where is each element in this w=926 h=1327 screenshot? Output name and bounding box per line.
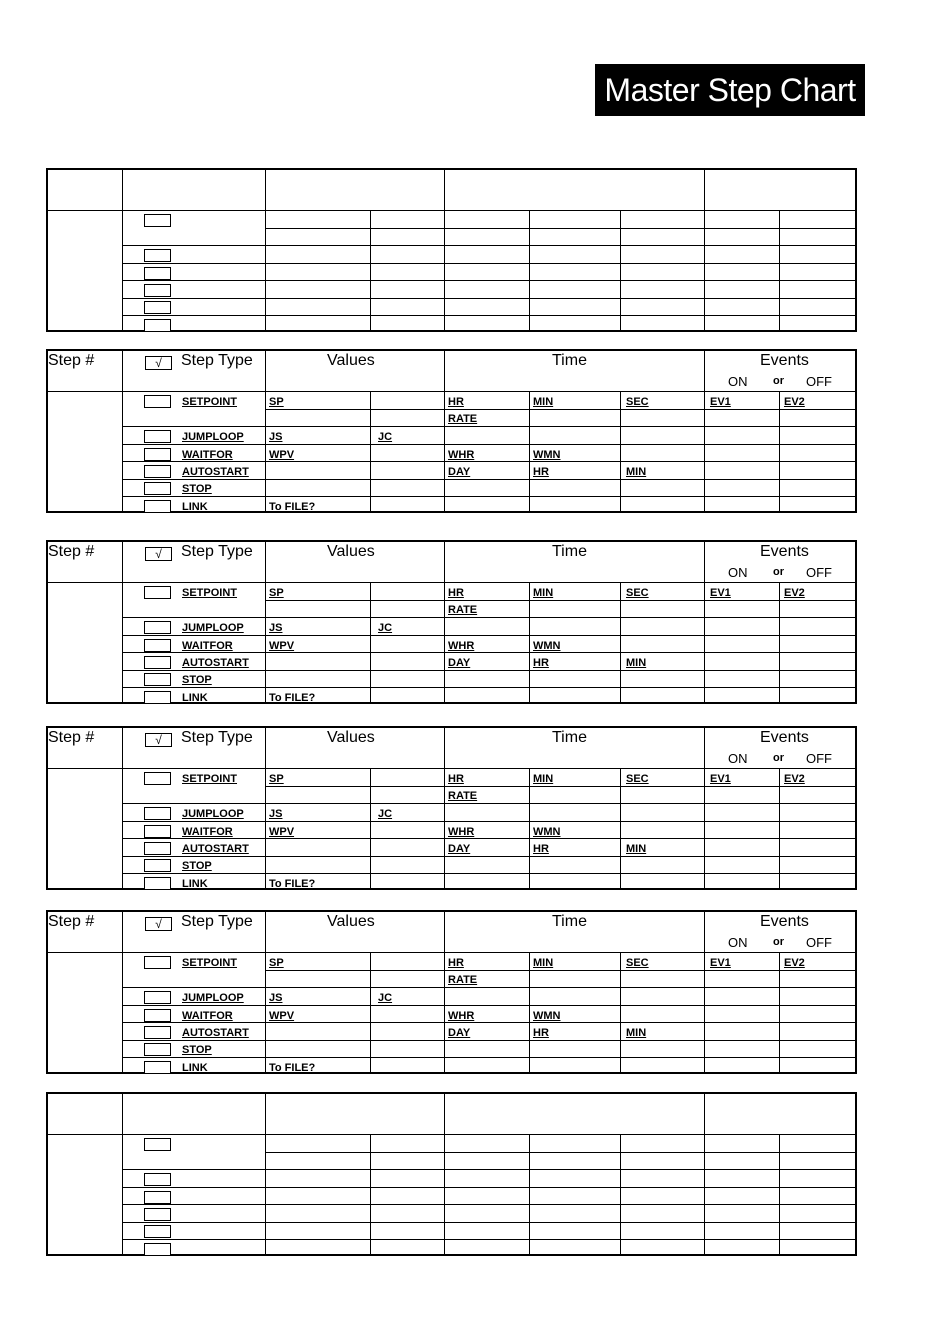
step-checkbox[interactable] (144, 1225, 171, 1238)
sec-label: SEC (626, 957, 649, 969)
row-divider (122, 444, 855, 445)
header-divider (48, 1134, 855, 1135)
min-label: MIN (533, 396, 554, 408)
rate-label: RATE (448, 790, 478, 802)
wmn-label: WMN (533, 826, 561, 838)
jc-label: JC (378, 808, 393, 820)
row-divider (122, 1057, 855, 1058)
events-on-label: ON (728, 565, 748, 580)
step-checkbox[interactable] (144, 1138, 171, 1151)
header-divider (48, 952, 855, 953)
to-file-label: To FILE? (269, 878, 316, 890)
autostart-min-label: MIN (626, 843, 647, 855)
step-type-label-autostart: AUTOSTART (182, 657, 249, 669)
step-type-label-jumploop: JUMPLOOP (182, 431, 244, 443)
step-type-label-setpoint: SETPOINT (182, 396, 238, 408)
time-header: Time (552, 543, 587, 560)
events-on-label: ON (728, 374, 748, 389)
ev1-label: EV1 (710, 587, 731, 599)
jc-label: JC (378, 622, 393, 634)
column-divider (122, 542, 123, 704)
row-divider (122, 856, 855, 857)
min-label: MIN (533, 587, 554, 599)
step-block (46, 1092, 857, 1256)
hr-label: HR (448, 396, 464, 408)
step-checkbox[interactable] (144, 1243, 171, 1256)
step-type-label-link: LINK (182, 501, 208, 513)
header-divider (48, 768, 855, 769)
rate-label: RATE (448, 974, 478, 986)
column-divider (265, 912, 266, 1074)
row-divider (265, 409, 855, 410)
row-divider (122, 617, 855, 618)
events-on-label: ON (728, 935, 748, 950)
autostart-min-label: MIN (626, 1027, 647, 1039)
step-checkbox[interactable] (144, 956, 171, 969)
step-type-label-setpoint: SETPOINT (182, 957, 238, 969)
row-divider (122, 1040, 855, 1041)
step-checkbox[interactable] (144, 1026, 171, 1039)
step-number-header: Step # (48, 543, 95, 560)
row-divider (265, 1152, 855, 1153)
step-block (46, 540, 857, 704)
step-type-label-waitfor: WAITFOR (182, 1010, 233, 1022)
autostart-hr-label: HR (533, 1027, 549, 1039)
column-divider (444, 542, 445, 704)
step-checkbox[interactable] (144, 807, 171, 820)
row-divider (122, 1169, 855, 1170)
step-checkbox[interactable] (144, 639, 171, 652)
sec-label: SEC (626, 396, 649, 408)
row-divider (122, 1005, 855, 1006)
values-header: Values (327, 352, 375, 369)
row-divider (122, 1187, 855, 1188)
page-title: Master Step Chart (595, 64, 865, 116)
step-checkbox[interactable] (144, 319, 171, 332)
row-divider (265, 786, 855, 787)
day-label: DAY (448, 657, 471, 669)
to-file-label: To FILE? (269, 501, 316, 513)
wpv-label: WPV (269, 1010, 295, 1022)
column-divider (704, 351, 705, 513)
day-label: DAY (448, 466, 471, 478)
step-checkbox[interactable] (144, 621, 171, 634)
rate-label: RATE (448, 604, 478, 616)
row-divider (122, 635, 855, 636)
step-block (46, 168, 857, 332)
column-divider (265, 542, 266, 704)
day-label: DAY (448, 1027, 471, 1039)
to-file-label: To FILE? (269, 1062, 316, 1074)
events-off-label: OFF (806, 565, 832, 580)
step-type-label-setpoint: SETPOINT (182, 773, 238, 785)
step-checkbox[interactable] (144, 825, 171, 838)
ev2-label: EV2 (784, 773, 805, 785)
step-checkbox[interactable] (144, 1173, 171, 1186)
step-type-label-jumploop: JUMPLOOP (182, 808, 244, 820)
row-divider (122, 873, 855, 874)
column-divider (122, 170, 123, 332)
step-checkbox[interactable] (144, 586, 171, 599)
row-divider (122, 1204, 855, 1205)
row-divider (122, 803, 855, 804)
column-divider (265, 728, 266, 890)
step-type-label-link: LINK (182, 1062, 208, 1074)
step-type-header: Step Type (181, 352, 253, 369)
header-divider (48, 391, 855, 392)
ev1-label: EV1 (710, 773, 731, 785)
step-block (46, 910, 857, 1074)
step-type-label-link: LINK (182, 692, 208, 704)
step-type-label-stop: STOP (182, 1044, 212, 1056)
step-checkbox[interactable] (144, 877, 171, 890)
whr-label: WHR (448, 826, 475, 838)
header-check-box: √ (145, 356, 172, 370)
header-check-box: √ (145, 917, 172, 931)
step-checkbox[interactable] (144, 249, 171, 262)
step-type-label-stop: STOP (182, 860, 212, 872)
wpv-label: WPV (269, 640, 295, 652)
values-header: Values (327, 729, 375, 746)
autostart-hr-label: HR (533, 466, 549, 478)
row-divider (122, 479, 855, 480)
step-checkbox[interactable] (144, 1191, 171, 1204)
step-checkbox[interactable] (144, 465, 171, 478)
step-block (46, 349, 857, 513)
min-label: MIN (533, 773, 554, 785)
wmn-label: WMN (533, 1010, 561, 1022)
wmn-label: WMN (533, 640, 561, 652)
events-or-label: or (773, 752, 784, 764)
js-label: JS (269, 808, 283, 820)
jc-label: JC (378, 992, 393, 1004)
step-type-label-link: LINK (182, 878, 208, 890)
step-checkbox[interactable] (144, 395, 171, 408)
sp-label: SP (269, 587, 284, 599)
column-divider (122, 728, 123, 890)
row-divider (122, 1239, 855, 1240)
events-header: Events (760, 913, 809, 930)
step-type-label-jumploop: JUMPLOOP (182, 622, 244, 634)
step-type-label-setpoint: SETPOINT (182, 587, 238, 599)
step-checkbox[interactable] (144, 1009, 171, 1022)
row-divider (122, 426, 855, 427)
column-divider (122, 351, 123, 513)
step-checkbox[interactable] (144, 500, 171, 513)
events-or-label: or (773, 936, 784, 948)
step-checkbox[interactable] (144, 1061, 171, 1074)
column-divider (265, 170, 266, 332)
column-divider (265, 1094, 266, 1256)
autostart-hr-label: HR (533, 843, 549, 855)
step-checkbox[interactable] (144, 482, 171, 495)
step-checkbox[interactable] (144, 656, 171, 669)
row-divider (122, 280, 855, 281)
step-type-header: Step Type (181, 729, 253, 746)
step-type-label-autostart: AUTOSTART (182, 843, 249, 855)
values-header: Values (327, 543, 375, 560)
column-divider (444, 728, 445, 890)
ev1-label: EV1 (710, 957, 731, 969)
step-checkbox[interactable] (144, 430, 171, 443)
column-divider (122, 912, 123, 1074)
ev2-label: EV2 (784, 587, 805, 599)
step-checkbox[interactable] (144, 691, 171, 704)
step-checkbox[interactable] (144, 772, 171, 785)
step-checkbox[interactable] (144, 859, 171, 872)
sec-label: SEC (626, 587, 649, 599)
ev2-label: EV2 (784, 957, 805, 969)
hr-label: HR (448, 957, 464, 969)
hr-label: HR (448, 587, 464, 599)
events-header: Events (760, 729, 809, 746)
step-checkbox[interactable] (144, 1043, 171, 1056)
row-divider (122, 687, 855, 688)
autostart-hr-label: HR (533, 657, 549, 669)
step-block (46, 726, 857, 890)
column-divider (444, 170, 445, 332)
step-type-label-autostart: AUTOSTART (182, 466, 249, 478)
header-divider (48, 582, 855, 583)
events-off-label: OFF (806, 751, 832, 766)
row-divider (122, 245, 855, 246)
step-type-label-waitfor: WAITFOR (182, 826, 233, 838)
header-check-box: √ (145, 733, 172, 747)
events-on-label: ON (728, 751, 748, 766)
row-divider (122, 298, 855, 299)
row-divider (265, 970, 855, 971)
events-header: Events (760, 352, 809, 369)
autostart-min-label: MIN (626, 657, 647, 669)
whr-label: WHR (448, 640, 475, 652)
column-divider (444, 912, 445, 1074)
step-checkbox[interactable] (144, 448, 171, 461)
step-checkbox[interactable] (144, 991, 171, 1004)
step-checkbox[interactable] (144, 301, 171, 314)
time-header: Time (552, 352, 587, 369)
row-divider (122, 263, 855, 264)
jc-label: JC (378, 431, 393, 443)
row-divider (265, 228, 855, 229)
sp-label: SP (269, 396, 284, 408)
step-checkbox[interactable] (144, 267, 171, 280)
step-type-label-stop: STOP (182, 483, 212, 495)
step-checkbox[interactable] (144, 673, 171, 686)
whr-label: WHR (448, 449, 475, 461)
step-number-header: Step # (48, 352, 95, 369)
column-divider (265, 351, 266, 513)
values-header: Values (327, 913, 375, 930)
step-number-header: Step # (48, 913, 95, 930)
events-or-label: or (773, 375, 784, 387)
column-divider (704, 542, 705, 704)
step-number-header: Step # (48, 729, 95, 746)
row-divider (265, 600, 855, 601)
step-type-label-waitfor: WAITFOR (182, 449, 233, 461)
row-divider (122, 496, 855, 497)
column-divider (122, 1094, 123, 1256)
step-type-header: Step Type (181, 913, 253, 930)
column-divider (444, 1094, 445, 1256)
column-divider (704, 1094, 705, 1256)
step-checkbox[interactable] (144, 1208, 171, 1221)
step-type-header: Step Type (181, 543, 253, 560)
column-divider (704, 170, 705, 332)
sp-label: SP (269, 773, 284, 785)
events-off-label: OFF (806, 935, 832, 950)
header-check-box: √ (145, 547, 172, 561)
js-label: JS (269, 431, 283, 443)
min-label: MIN (533, 957, 554, 969)
whr-label: WHR (448, 1010, 475, 1022)
wpv-label: WPV (269, 826, 295, 838)
day-label: DAY (448, 843, 471, 855)
step-type-label-stop: STOP (182, 674, 212, 686)
hr-label: HR (448, 773, 464, 785)
column-divider (704, 728, 705, 890)
ev1-label: EV1 (710, 396, 731, 408)
step-checkbox[interactable] (144, 214, 171, 227)
wmn-label: WMN (533, 449, 561, 461)
row-divider (122, 670, 855, 671)
ev2-label: EV2 (784, 396, 805, 408)
to-file-label: To FILE? (269, 692, 316, 704)
row-divider (122, 1222, 855, 1223)
header-divider (48, 210, 855, 211)
step-type-label-jumploop: JUMPLOOP (182, 992, 244, 1004)
column-divider (704, 912, 705, 1074)
column-divider (444, 351, 445, 513)
events-off-label: OFF (806, 374, 832, 389)
events-header: Events (760, 543, 809, 560)
time-header: Time (552, 729, 587, 746)
events-or-label: or (773, 566, 784, 578)
row-divider (122, 821, 855, 822)
js-label: JS (269, 622, 283, 634)
autostart-min-label: MIN (626, 466, 647, 478)
row-divider (122, 987, 855, 988)
js-label: JS (269, 992, 283, 1004)
wpv-label: WPV (269, 449, 295, 461)
step-checkbox[interactable] (144, 842, 171, 855)
step-type-label-autostart: AUTOSTART (182, 1027, 249, 1039)
sp-label: SP (269, 957, 284, 969)
sec-label: SEC (626, 773, 649, 785)
row-divider (122, 315, 855, 316)
time-header: Time (552, 913, 587, 930)
step-type-label-waitfor: WAITFOR (182, 640, 233, 652)
rate-label: RATE (448, 413, 478, 425)
step-checkbox[interactable] (144, 284, 171, 297)
